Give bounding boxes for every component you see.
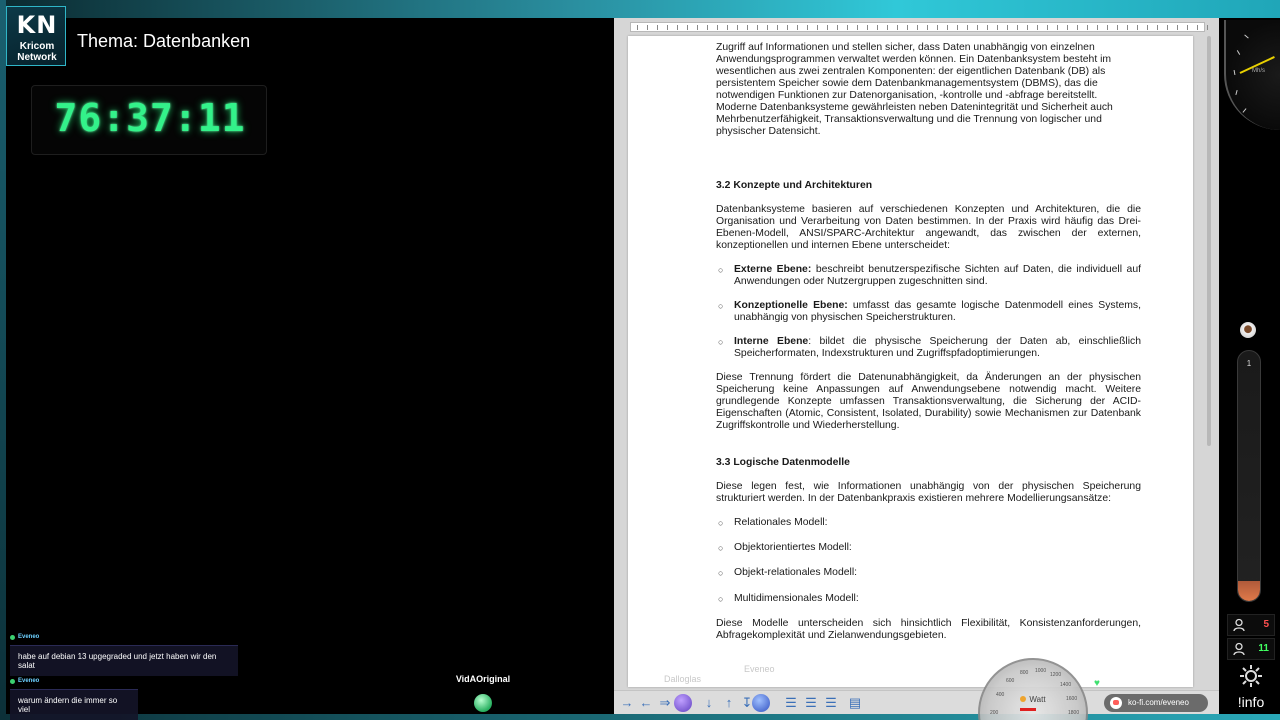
section-paragraph: Diese Modelle unterscheiden sich hinsichtlich Flexibilität, Konsistenzanforderungen, Abfragekomplexität und Zielanwendungsgebieten. (716, 618, 1141, 641)
table-icon[interactable]: ▤ (848, 695, 862, 710)
gear-icon (1239, 664, 1263, 688)
purple-orb-icon (674, 694, 692, 712)
intro-line: persistentem Speicher sowie dem Datenbankmanagementsystem (DBMS), das die (716, 78, 1098, 89)
ruler-tick (1167, 25, 1168, 30)
ruler-tick (817, 25, 818, 30)
ruler-tick (907, 25, 908, 30)
ruler-tick (1177, 25, 1178, 30)
list-item-term: Interne Ebene (734, 336, 809, 347)
bullet-circle-icon: ○ (718, 265, 724, 275)
section-heading-3-3: 3.3 Logische Datenmodelle (716, 457, 850, 468)
ruler-tick (1117, 25, 1118, 30)
gauge-scale-label: 400 (996, 692, 1005, 698)
coffee-meter-fill (1238, 581, 1260, 601)
watt-level-bar (1020, 708, 1036, 711)
arrow-down-icon[interactable]: ↓ (705, 695, 713, 710)
ruler-tick (687, 25, 688, 30)
ruler-tick (1187, 25, 1188, 30)
document-window (614, 18, 1219, 714)
list-item (716, 336, 1141, 360)
ruler-tick (1147, 25, 1148, 30)
blue-orb-icon (752, 694, 770, 712)
ruler-tick (737, 25, 738, 30)
intro-paragraph (716, 42, 1141, 138)
list-numbered-icon[interactable]: ☰ (805, 695, 817, 710)
intro-line: Anwendungsprogrammen verwaltet werden können. Ein Datenbanksystem besteht im (716, 54, 1112, 65)
document-ruler[interactable] (630, 22, 1205, 32)
ruler-tick (877, 25, 878, 30)
document-page[interactable] (628, 36, 1193, 687)
list-item-text: Objekt-relationales Modell: (734, 567, 858, 578)
ruler-tick (1087, 25, 1088, 30)
ruler-tick (757, 25, 758, 30)
logo-line-1: Kricom (19, 41, 55, 52)
ruler-tick (727, 25, 728, 30)
gauge-scale-label: 1800 (1068, 710, 1080, 716)
ruler-tick (897, 25, 898, 30)
ruler-tick (1057, 25, 1058, 30)
bullet-circle-icon: ○ (718, 568, 724, 578)
watt-label (980, 695, 1086, 704)
ruler-tick (1017, 25, 1018, 30)
list-item (716, 300, 1141, 324)
ruler-tick (697, 25, 698, 30)
kofi-label: ko-fi.com/eveneo (1128, 698, 1189, 707)
gauge-scale-label: 200 (990, 710, 999, 716)
arrow-down-stop-icon[interactable]: ↧ (741, 695, 753, 710)
gauge-scale-label: 800 (1020, 670, 1029, 676)
ruler-tick (1157, 25, 1158, 30)
hashrate-gauge (1224, 20, 1280, 130)
document-scrollbar[interactable] (1207, 36, 1211, 446)
intro-line: Mehrbenutzerfähigkeit, Transaktionsverwaltung und die Trennung von logischer und (716, 114, 1102, 125)
bullet-circle-icon: ○ (718, 543, 724, 553)
bullet-circle-icon: ○ (718, 337, 724, 347)
user-status-icon (10, 635, 15, 640)
ruler-tick (1127, 25, 1128, 30)
ruler-tick (947, 25, 948, 30)
ruler-tick (967, 25, 968, 30)
ruler-tick (957, 25, 958, 30)
countdown-timer (31, 85, 267, 155)
ruler-tick (667, 25, 668, 30)
ruler-tick (787, 25, 788, 30)
coffee-meter (1237, 350, 1261, 602)
outline-icon[interactable]: ☰ (825, 695, 837, 710)
watermark-text: Eveneo (744, 664, 775, 674)
list-item-text: : bildet die physische Speicherung der Daten ab, einschließlich Speicherformaten, Indexstrukturen und Zugriffspfadoptimierungen. (734, 336, 1142, 359)
ruler-tick (1097, 25, 1098, 30)
list-item-text: Objektorientiertes Modell: (734, 542, 852, 553)
ruler-tick (637, 25, 638, 30)
watermark-text: Dalloglas (664, 674, 702, 684)
ruler-tick (1037, 25, 1038, 30)
chat-username: Eveneo (18, 678, 40, 684)
section-paragraph: Datenbanksysteme basieren auf verschiedenen Konzepten und Architekturen, die die Organisation und Verarbeitung von Daten bestimmen. In der Praxis wird häufig das Drei-Ebenen-Modell, ANSI/SPARC-Architektur angewandt, das zwischen der externen, konzeptionellen und internen Ebene unterscheidet: (716, 204, 1141, 251)
heart-icon: ♥ (1094, 678, 1100, 689)
gauge-scale-label: 1400 (1060, 682, 1072, 688)
list-item-text: Multidimensionales Modell: (734, 593, 859, 604)
chat-message (10, 678, 138, 720)
coffee-meter-value: 1 (1246, 359, 1252, 368)
logo-text (7, 41, 67, 63)
list-item-text: Relationales Modell: (734, 517, 828, 528)
channel-logo (6, 6, 66, 66)
gauge-tick (1234, 70, 1236, 75)
list-item-text: beschreibt benutzerspezifische Sichten auf Daten, die individuell auf Anwendungen oder Nutzergruppen zugeschnitten sind. (734, 264, 1141, 287)
ruler-tick (1137, 25, 1138, 30)
gauge-scale-label: 600 (1006, 678, 1015, 684)
logo-line-2: Network (17, 52, 57, 63)
kofi-badge[interactable] (1104, 694, 1208, 712)
list-item (716, 567, 1141, 579)
ruler-tick (747, 25, 748, 30)
frame-top-bar (0, 0, 1280, 18)
list-bullets-icon[interactable]: ☰ (785, 695, 797, 710)
gauge-tick (1243, 108, 1247, 112)
guest-name: VidAOriginal (455, 674, 511, 684)
ruler-tick (917, 25, 918, 30)
ruler-tick (987, 25, 988, 30)
ruler-tick (847, 25, 848, 30)
guest-avatar (474, 694, 492, 712)
ruler-tick (837, 25, 838, 30)
ruler-tick (887, 25, 888, 30)
ruler-tick (797, 25, 798, 30)
viewer-count-red: 5 (1263, 619, 1269, 630)
list-item (716, 593, 1141, 605)
ruler-tick (867, 25, 868, 30)
chat-user (10, 678, 138, 684)
gauge-scale-label: 1600 (1066, 696, 1078, 702)
coffee-cup-icon (1240, 322, 1256, 338)
ruler-tick (717, 25, 718, 30)
ruler-tick (1047, 25, 1048, 30)
ruler-tick (1007, 25, 1008, 30)
section-paragraph: Diese Trennung fördert die Datenunabhängigkeit, da Änderungen an der physischen Speicherung keine Anpassungen auf Anwendungsebene notwendig macht. Weitere grundlegende Konzepte umfassen Transaktionsverwaltung, die Sicherung der ACID-Eigenschaften (Atomic, Consistent, Isolated, Durability) sowie Mechanismen zur Datenbank Zugriffskontrolle und Wiederherstellung. (716, 372, 1141, 431)
ruler-tick (677, 25, 678, 30)
ruler-tick (707, 25, 708, 30)
ruler-tick (1107, 25, 1108, 30)
chat-text: habe auf debian 13 upgegraded und jetzt haben wir den salat (10, 645, 238, 676)
intro-line: physischer Datensicht. (716, 126, 821, 137)
kofi-cup-icon (1110, 697, 1122, 709)
frame-left-bar (0, 0, 6, 720)
intro-line: Moderne Datenbanksysteme gewährleisten neben Datenintegrität und Sicherheit auch (716, 102, 1113, 113)
gauge-tick (1244, 35, 1248, 39)
person-icon (1232, 618, 1246, 632)
watt-indicator-icon (1020, 696, 1026, 702)
chat-user (10, 634, 238, 640)
gauge-tick (1235, 90, 1237, 95)
intro-line: wesentlichen aus zwei zentralen Komponenten: der eigentlichen Datenbank (DB) als (716, 66, 1106, 77)
ruler-tick (1067, 25, 1068, 30)
ruler-tick (857, 25, 858, 30)
ruler-tick (777, 25, 778, 30)
ruler-tick (657, 25, 658, 30)
bullet-circle-icon: ○ (718, 518, 724, 528)
viewer-stat (1227, 614, 1275, 636)
viewer-stat (1227, 638, 1275, 660)
ruler-tick (937, 25, 938, 30)
ruler-tick (927, 25, 928, 30)
list-item (716, 264, 1141, 288)
list-item-text: umfasst das gesamte logische Datenmodell eines Systems, unabhängig von physischen Speicherstrukturen. (734, 300, 1141, 323)
intro-line: notwendigen Funktionen zur Datenorganisation, -kontrolle und -abfrage bereitstellt. (716, 90, 1098, 101)
bullet-circle-icon: ○ (718, 594, 724, 604)
user-status-icon (10, 679, 15, 684)
ruler-tick (1207, 25, 1208, 30)
chat-message (10, 634, 238, 676)
section-paragraph: Diese legen fest, wie Informationen unabhängig von der physischen Speicherung strukturiert werden. In der Datenbankpraxis existieren mehrere Modellierungsansätze: (716, 481, 1141, 504)
arrow-right-icon[interactable]: → (620, 695, 634, 710)
ruler-tick (977, 25, 978, 30)
gauge-scale-label: 1200 (1050, 672, 1062, 678)
chat-username: Eveneo (18, 634, 40, 640)
arrow-forward-icon[interactable]: ⇒ (659, 695, 671, 710)
watt-label-text: Watt (1029, 695, 1046, 704)
list-item (716, 542, 1141, 554)
viewer-count-green: 11 (1258, 643, 1269, 654)
intro-line: Zugriff auf Informationen und stellen sicher, dass Daten unabhängig von einzelnen (716, 42, 1095, 53)
ruler-tick (827, 25, 828, 30)
ruler-tick (1077, 25, 1078, 30)
ruler-tick (767, 25, 768, 30)
ruler-tick (647, 25, 648, 30)
ruler-tick (997, 25, 998, 30)
ruler-tick (1027, 25, 1028, 30)
gauge-scale-label: 1000 (1035, 668, 1047, 674)
ruler-tick (807, 25, 808, 30)
timer-value: 76:37:11 (54, 96, 246, 140)
person-icon (1232, 642, 1246, 656)
chat-text: warum ändern die immer so viel (10, 689, 138, 720)
list-item-term: Konzeptionelle Ebene: (734, 300, 848, 311)
stream-topic: Thema: Datenbanken (77, 31, 251, 51)
frame-bottom-bar (0, 714, 1280, 720)
arrow-up-icon[interactable]: ↑ (725, 695, 733, 710)
bullet-circle-icon: ○ (718, 301, 724, 311)
gauge-tick (1237, 50, 1240, 55)
info-command (1228, 662, 1274, 714)
arrow-left-icon[interactable]: ← (639, 695, 653, 710)
logo-initials: KN (16, 11, 58, 39)
info-label: !info (1237, 694, 1265, 710)
section-heading-3-2: 3.2 Konzepte und Architekturen (716, 180, 873, 191)
ruler-tick (1197, 25, 1198, 30)
list-item-term: Externe Ebene: (734, 264, 812, 275)
gauge-unit: Mh/s (1252, 68, 1266, 74)
list-item (716, 517, 1141, 529)
